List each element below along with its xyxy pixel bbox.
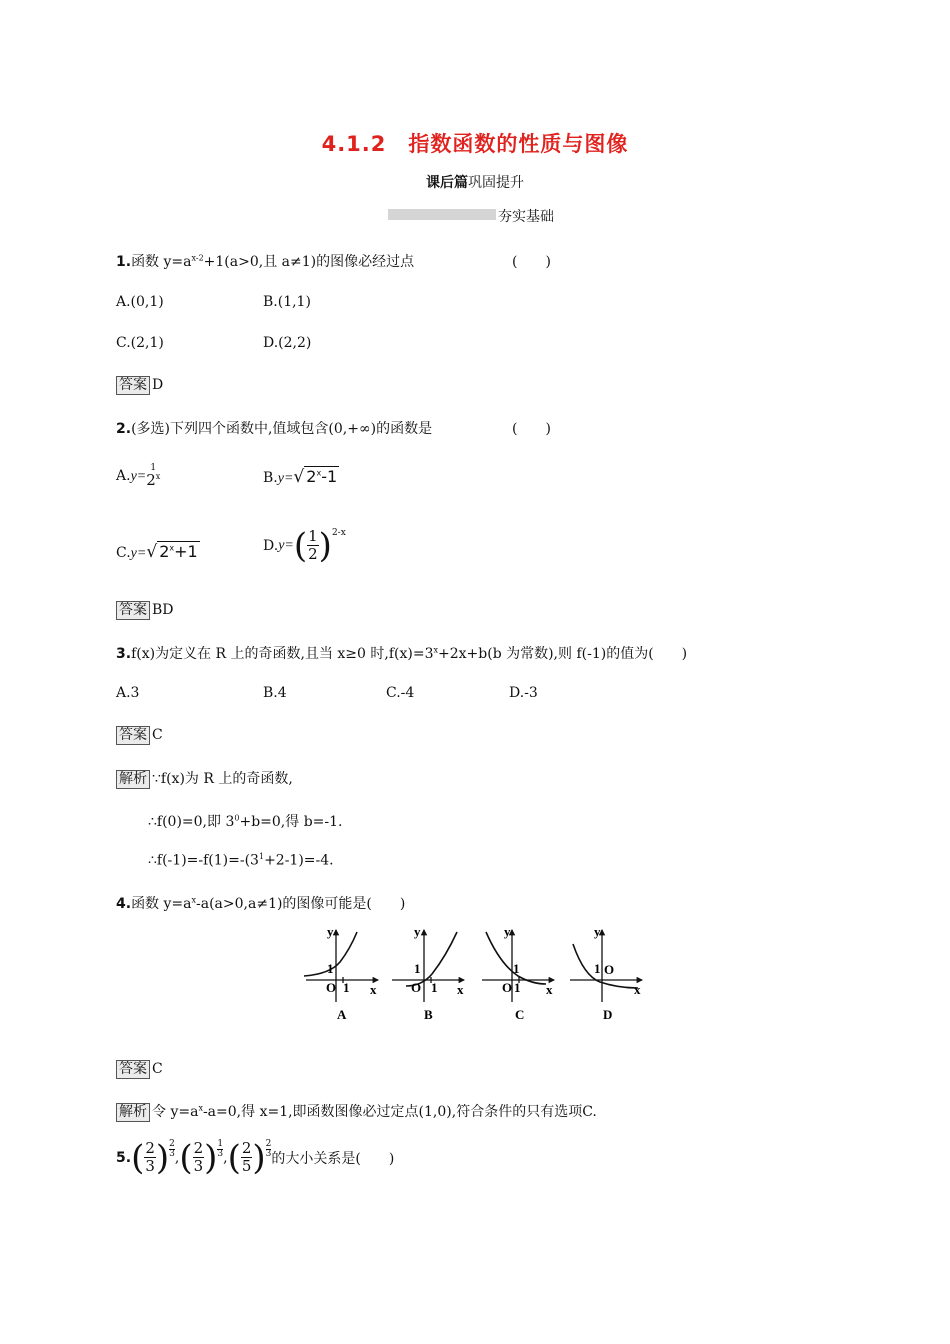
q5-f3-den: 5: [241, 1157, 252, 1176]
q3-analysis-3b: +2-1)=-4.: [264, 852, 334, 869]
q3-analysis-line-1: [116, 768, 293, 789]
q5-tail: 的大小关系是( ): [271, 1150, 395, 1167]
graph-a-label: A: [337, 1007, 347, 1022]
q2-option-a: [116, 464, 160, 488]
q5-frac-3: [241, 1140, 253, 1176]
q3-option-b: B.4: [263, 685, 287, 701]
q1-blank: ( ): [512, 254, 551, 270]
q1-stem: [116, 251, 414, 271]
q1-exp: x-2: [191, 253, 204, 263]
answer-tag: 答案: [116, 1060, 150, 1079]
q2-c-tail: +1: [174, 542, 198, 561]
q3-answer: [116, 726, 163, 745]
q4-graphs: [300, 924, 650, 1024]
graph-b-axis-y: y: [414, 924, 421, 939]
q4-exp: x: [191, 895, 197, 905]
q2-answer: [116, 601, 174, 620]
q2-b-label: B.: [263, 470, 278, 486]
graph-a-one-x: 1: [343, 980, 350, 995]
q1-number: 1.: [116, 254, 132, 270]
section-bar: [388, 209, 496, 220]
q2-b-tail: -1: [321, 467, 338, 486]
q2-d-den: 2: [308, 545, 318, 564]
q4-answer-value: C: [152, 1061, 163, 1077]
q4-analysis: [116, 1101, 597, 1122]
q2-b-base: 2: [306, 467, 317, 486]
q3-answer-value: C: [152, 727, 163, 743]
graph-b-label: B: [424, 1007, 433, 1022]
graph-d-origin: O: [604, 962, 615, 977]
q4-stem-b: -a(a>0,a≠1)的图像可能是( ): [196, 896, 406, 912]
q5-number: 5.: [116, 1149, 132, 1166]
q2-a-den: 2: [146, 471, 156, 489]
subtitle-rest: 巩固提升: [468, 175, 524, 191]
q4-stem: [116, 893, 405, 913]
analysis-tag: 解析: [116, 1103, 150, 1122]
q2-number: 2.: [116, 421, 132, 437]
graph-d-label: D: [603, 1007, 613, 1022]
q4-stem-a: 函数 y=a: [131, 896, 192, 912]
q4-analysis-b: -a=0,得 x=1,即函数图像必过定点(1,0),符合条件的只有选项C.: [202, 1104, 597, 1120]
q1-option-b: B.(1,1): [263, 294, 311, 310]
graph-b: [392, 930, 464, 1002]
q1-option-c: C.(2,1): [116, 335, 164, 351]
q3-stem-a: f(x)为定义在 R 上的奇函数,且当 x≥0 时,f(x)=3: [131, 646, 434, 662]
q3-analysis-3exp: 1: [258, 852, 265, 861]
q5-e2-num: 1: [217, 1139, 224, 1149]
q4-analysis-a: 令 y=a: [152, 1104, 199, 1120]
graph-c-one-x: 1: [514, 980, 521, 995]
q2-b-exp: x: [316, 468, 322, 478]
q2-b-fn: y=: [277, 471, 294, 486]
q3-analysis-line-3: [148, 852, 334, 869]
q1-answer: [116, 376, 163, 395]
graph-c-one-y: 1: [513, 961, 520, 976]
graph-c-label: C: [515, 1007, 525, 1022]
q5-e1-den: 3: [169, 1149, 175, 1159]
q2-d-fn: y=: [278, 537, 294, 553]
q2-b-radicand: [304, 466, 339, 486]
q2-d-label: D.: [263, 537, 279, 554]
q1-stem-a: 函数 y=a: [131, 254, 192, 270]
q5-f1-num: 2: [145, 1139, 155, 1157]
q5-frac-1: [144, 1140, 156, 1176]
graph-b-axis-x: x: [457, 982, 464, 997]
page-subtitle: [0, 172, 950, 192]
q2-option-c: C.y=√ $2^x+1$: [116, 542, 198, 562]
q3-option-d: D.-3: [509, 685, 538, 701]
q2-c-label: C.: [116, 545, 131, 561]
q2-a-den-exp: x: [155, 472, 161, 481]
q1-option-d: D.(2,2): [263, 335, 312, 351]
subtitle-bold: 课后篇: [426, 175, 468, 191]
q2-answer-value: BD: [152, 602, 174, 618]
q5-e3-num: 2: [265, 1139, 272, 1149]
graph-a-axis-x: x: [370, 982, 377, 997]
graph-b-one-x: 1: [431, 980, 438, 995]
q3-analysis-text-1: ∵f(x)为 R 上的奇函数,: [152, 771, 293, 787]
answer-tag: 答案: [116, 376, 150, 395]
q5-sep-2: ,: [223, 1149, 228, 1166]
graph-d-axis-y: y: [594, 924, 601, 939]
graph-b-one-y: 1: [414, 961, 421, 976]
q3-option-c: C.-4: [386, 685, 415, 701]
q5-e1-num: 2: [169, 1139, 175, 1149]
q3-analysis-3a: ∴f(-1)=-f(1)=-(3: [148, 852, 259, 869]
q5-e3-den: 3: [265, 1149, 272, 1159]
q1-answer-value: D: [152, 377, 164, 393]
q5-f3-num: 2: [241, 1139, 252, 1157]
q2-a-label: A.: [116, 468, 131, 484]
graph-a-one-y: 1: [327, 961, 334, 976]
q5-f2-num: 2: [193, 1139, 204, 1157]
graph-c-origin: O: [502, 980, 513, 995]
graph-a-origin: O: [326, 980, 337, 995]
q5-frac-2: [193, 1140, 205, 1176]
q2-c-base: 2: [159, 542, 170, 561]
q5-stem: 5.( $\frac{2}{3}$ ) $\frac{2}{3}$ ,( $\frac{2}{3}$ ) $\frac{1}{3}$ ,( $\frac{2}{5}$ ) $\frac{2}{3}$ 的大小关系是( ): [116, 1137, 395, 1178]
q3-exp: x: [433, 645, 438, 655]
graph-b-origin: O: [411, 980, 422, 995]
q2-option-d: D.y=( $\frac{1}{2}$ )$^{2-x}$: [263, 525, 346, 566]
answer-tag: 答案: [116, 601, 150, 620]
q3-analysis-line-2: [148, 811, 342, 831]
graph-d-one-y: 1: [594, 961, 601, 976]
q5-e2-den: 3: [217, 1149, 224, 1159]
q3-stem-b: +2x+b(b 为常数),则 f(-1)的值为( ): [438, 646, 688, 662]
q3-analysis-2b: +b=0,得 b=-1.: [239, 814, 343, 830]
q2-c-radicand: [157, 541, 200, 561]
q5-f1-den: 3: [145, 1157, 155, 1176]
graph-a: [304, 930, 378, 1002]
graph-c-axis-x: x: [546, 982, 553, 997]
graph-a-axis-y: y: [327, 924, 334, 939]
q2-d-fraction: [307, 528, 319, 564]
q2-a-num: 1: [150, 463, 157, 473]
q2-blank: ( ): [512, 421, 551, 437]
q4-number: 4.: [116, 896, 132, 912]
q3-stem: [116, 643, 687, 663]
q2-stem-text: (多选)下列四个函数中,值域包含(0,+∞)的函数是: [131, 421, 433, 437]
section-label: 夯实基础: [498, 209, 554, 225]
q2-a-fraction: [146, 464, 160, 488]
analysis-tag: 解析: [116, 770, 150, 789]
q3-analysis-2exp: 0: [234, 813, 240, 823]
q2-d-num: 1: [308, 527, 318, 545]
q3-option-a: A.3: [116, 685, 140, 701]
q5-f2-den: 3: [193, 1157, 204, 1176]
graph-d-axis-x: x: [634, 982, 641, 997]
q3-number: 3.: [116, 646, 132, 662]
q3-analysis-2a: ∴f(0)=0,即 3: [148, 814, 235, 830]
answer-tag: 答案: [116, 726, 150, 745]
q1-stem-b: +1(a>0,且 a≠1)的图像必经过点: [203, 254, 415, 270]
q2-c-exp: x: [169, 543, 175, 553]
q2-c-fn: y=: [130, 546, 147, 561]
q2-stem: [116, 418, 432, 438]
q2-a-fn: y=: [130, 469, 147, 484]
q2-d-exp: 2-x: [331, 528, 346, 538]
graph-c-axis-y: y: [504, 924, 511, 939]
q1-option-a: A.(0,1): [116, 294, 164, 310]
q2-option-b: B.y=√ 2$^x$-1: [263, 467, 338, 487]
q5-sep-1: ,: [174, 1149, 180, 1166]
page-title: 4.1.2 指数函数的性质与图像: [321, 132, 629, 156]
q4-answer: [116, 1060, 163, 1079]
q4-analysis-exp: x: [198, 1103, 203, 1113]
